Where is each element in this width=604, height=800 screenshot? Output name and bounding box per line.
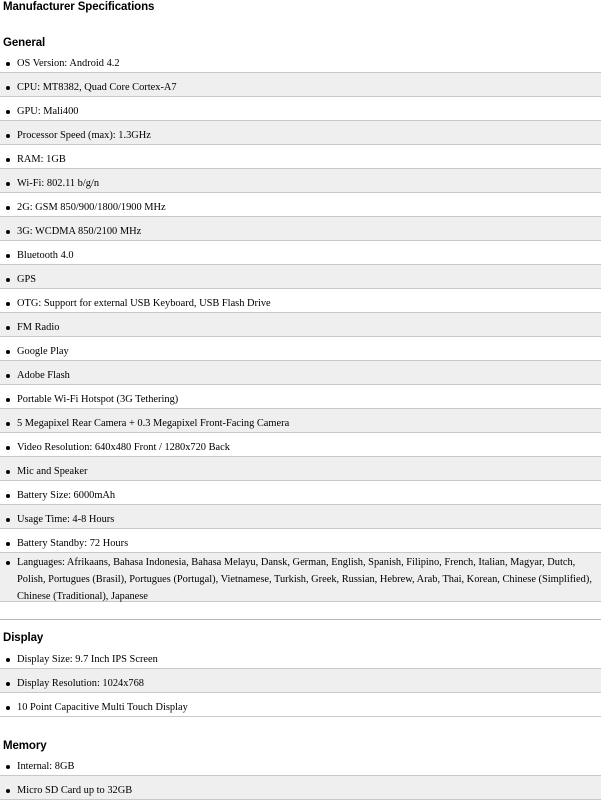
spec-item-text: RAM: 1GB: [17, 154, 66, 165]
spec-item: [0, 169, 601, 193]
spec-item-text: 3G: WCDMA 850/2100 MHz: [17, 226, 142, 237]
bullet-icon: [6, 470, 10, 474]
spec-item-text: Adobe Flash: [17, 370, 70, 381]
spec-item-text: GPS: [17, 274, 37, 285]
spec-item-text: Portable Wi-Fi Hotspot (3G Tethering): [17, 394, 179, 405]
bullet-icon: [6, 398, 10, 402]
bullet-icon: [6, 326, 10, 330]
spec-item-text: Usage Time: 4-8 Hours: [17, 514, 115, 525]
spec-item-text: CPU: MT8382, Quad Core Cortex-A7: [17, 82, 177, 93]
spec-item: [0, 457, 601, 481]
spec-item: [0, 505, 601, 529]
spec-item: [0, 752, 601, 776]
spec-item: [0, 645, 601, 669]
spec-item: [0, 409, 601, 433]
spec-item: [0, 337, 601, 361]
bullet-icon: [6, 542, 10, 546]
spec-item: [0, 313, 601, 337]
spec-item: [0, 693, 601, 717]
bullet-icon: [6, 789, 10, 793]
spec-item-text: Display Size: 9.7 Inch IPS Screen: [17, 654, 158, 665]
spec-item: [0, 553, 601, 602]
display-spec-list: [0, 645, 604, 717]
spec-item-text: Internal: 8GB: [17, 761, 75, 772]
spec-item: [0, 289, 601, 313]
spec-item-text: Display Resolution: 1024x768: [17, 678, 144, 689]
page-title: Manufacturer Specifications: [3, 1, 155, 13]
spec-item: [0, 49, 601, 73]
spec-item-text: 5 Megapixel Rear Camera + 0.3 Megapixel Front-Facing Camera: [17, 418, 290, 429]
spec-item-text: Languages: Afrikaans, Bahasa Indonesia, Bahasa Melayu, Dansk, German, English, Spanish, Filipino, French, Italian, Magyar, Dutch, Polish, Portugues (Brasil), Portugues (Portugal), Vietnamese, Turkish, Greek, Russian, Hebrew, Arab, Thai, Korean, Chinese (Simplified), Chinese (Traditional), Japanese: [17, 557, 592, 602]
spec-item-text: 2G: GSM 850/900/1800/1900 MHz: [17, 202, 166, 213]
bullet-icon: [6, 765, 10, 769]
spec-item: [0, 193, 601, 217]
bullet-icon: [6, 86, 10, 90]
spec-item: [0, 265, 601, 289]
spec-item: [0, 241, 601, 265]
bullet-icon: [6, 134, 10, 138]
spec-item-text: Google Play: [17, 346, 69, 357]
section-heading-display: Display: [3, 632, 44, 644]
section-heading-general: General: [3, 37, 46, 49]
spec-item: [0, 529, 601, 553]
section-heading-memory: Memory: [3, 740, 47, 752]
spec-item: [0, 145, 601, 169]
spec-item-text: Micro SD Card up to 32GB: [17, 785, 133, 796]
spec-item: [0, 73, 601, 97]
spec-item-text: Battery Size: 6000mAh: [17, 490, 116, 501]
bullet-icon: [6, 658, 10, 662]
bullet-icon: [6, 206, 10, 210]
spec-item: [0, 481, 601, 505]
bullet-icon: [6, 422, 10, 426]
bullet-icon: [6, 518, 10, 522]
spec-item-text: OS Version: Android 4.2: [17, 58, 120, 69]
spec-item-text: OTG: Support for external USB Keyboard, USB Flash Drive: [17, 298, 271, 309]
bullet-icon: [6, 374, 10, 378]
spec-item: [0, 97, 601, 121]
bullet-icon: [6, 706, 10, 710]
bullet-icon: [6, 302, 10, 306]
spec-item: [0, 433, 601, 457]
bullet-icon: [6, 62, 10, 66]
spec-item-text: GPU: Mali400: [17, 106, 79, 117]
spec-item-text: FM Radio: [17, 322, 60, 333]
spec-item-text: Bluetooth 4.0: [17, 250, 74, 261]
bullet-icon: [6, 158, 10, 162]
spec-item: [0, 385, 601, 409]
bullet-icon: [6, 494, 10, 498]
spec-item: [0, 669, 601, 693]
spec-item: [0, 217, 601, 241]
bullet-icon: [6, 182, 10, 186]
spec-item-text: Battery Standby: 72 Hours: [17, 538, 129, 549]
general-spec-list: [0, 49, 604, 602]
bullet-icon: [6, 682, 10, 686]
bullet-icon: [6, 254, 10, 258]
spec-item-text: 10 Point Capacitive Multi Touch Display: [17, 702, 188, 713]
bullet-icon: [6, 230, 10, 234]
spec-item-text: Mic and Speaker: [17, 466, 88, 477]
bullet-icon: [6, 278, 10, 282]
spec-item: [0, 776, 601, 800]
bullet-icon: [6, 110, 10, 114]
section-divider: [0, 619, 601, 620]
spec-item: [0, 361, 601, 385]
spec-item-text: Processor Speed (max): 1.3GHz: [17, 130, 151, 141]
spec-item: [0, 121, 601, 145]
bullet-icon: [6, 350, 10, 354]
spec-item-text: Wi-Fi: 802.11 b/g/n: [17, 178, 100, 189]
bullet-icon: [6, 561, 10, 565]
spec-item-text: Video Resolution: 640x480 Front / 1280x720 Back: [17, 442, 230, 453]
memory-spec-list: [0, 752, 604, 800]
bullet-icon: [6, 446, 10, 450]
